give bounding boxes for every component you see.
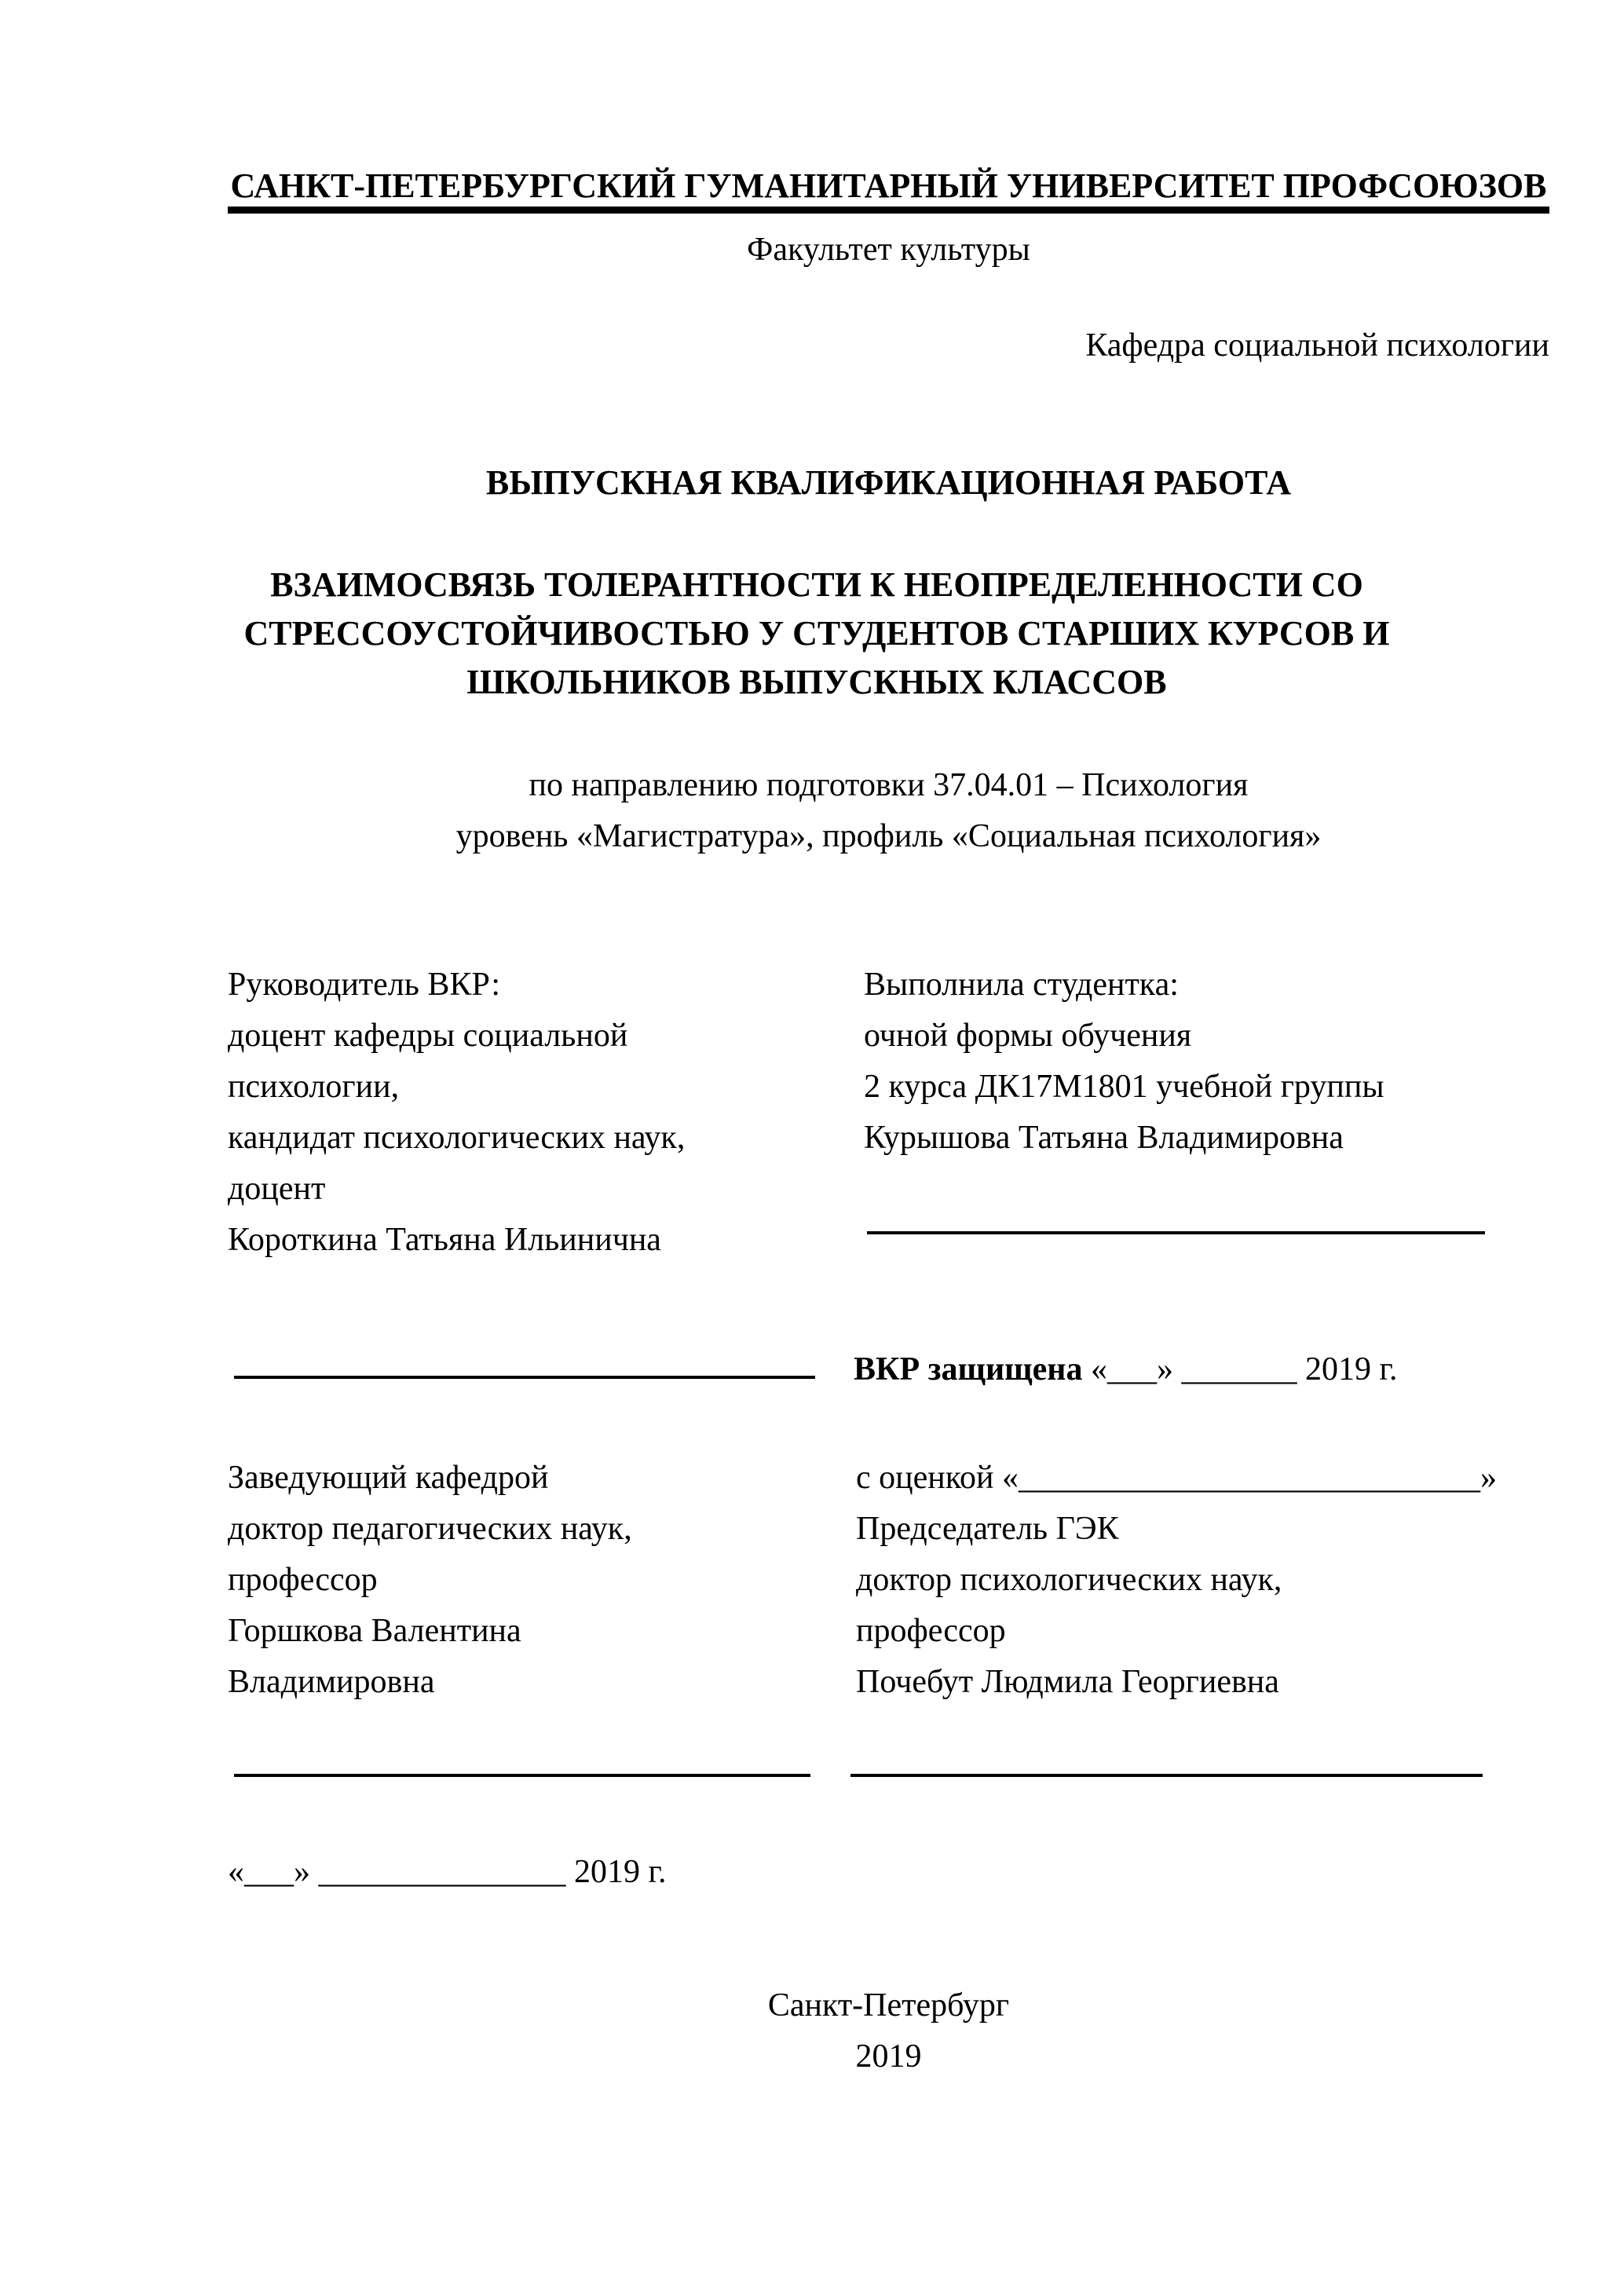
university-name: САНКТ-ПЕТЕРБУРГСКИЙ ГУМАНИТАРНЫЙ УНИВЕРСИТЕТ ПРОФСОЮЗОВ — [230, 166, 1547, 205]
program-line-2: уровень «Магистратура», профиль «Социальная психология» — [455, 818, 1322, 854]
defense-date-blanks: «___» _______ 2019 г. — [1082, 1351, 1398, 1387]
work-title — [149, 561, 1484, 707]
supervisor-signature-line — [234, 1376, 815, 1379]
defense-date-label: ВКР защищена — [854, 1351, 1083, 1387]
supervisor-block — [228, 960, 848, 1266]
committee-chair-rank: профессор — [856, 1613, 1006, 1649]
work-title-line-3: ШКОЛЬНИКОВ ВЫПУСКНЫХ КЛАССОВ — [466, 663, 1167, 701]
work-title-line-1: ВЗАИМОСВЯЗЬ ТОЛЕРАНТНОСТИ К НЕОПРЕДЕЛЕННОСТИ СО — [270, 565, 1363, 604]
head-of-department-block — [228, 1453, 848, 1708]
head-role: Заведующий кафедрой — [228, 1460, 549, 1496]
supervisor-degree: кандидат психологических наук, — [228, 1120, 686, 1156]
student-study-form: очной формы обучения — [864, 1018, 1192, 1054]
head-signature-line — [234, 1774, 810, 1777]
committee-chair-degree: доктор психологических наук, — [856, 1562, 1282, 1598]
head-rank: профессор — [228, 1562, 378, 1598]
student-role-label: Выполнила студентка: — [864, 967, 1179, 1003]
grade-committee-block — [856, 1453, 1571, 1708]
program-info — [228, 760, 1549, 862]
approval-date-line: «___» _______________ 2019 г. — [228, 1854, 667, 1890]
defense-date-line — [854, 1344, 1560, 1395]
head-name-line-2: Владимировна — [228, 1664, 435, 1700]
head-name-line-1: Горшкова Валентина — [228, 1613, 521, 1649]
department-name: Кафедра социальной психологии — [1085, 327, 1549, 364]
student-group: 2 курса ДК17М1801 учебной группы — [864, 1069, 1384, 1105]
faculty-name: Факультет культуры — [747, 232, 1030, 268]
supervisor-position-line-1: доцент кафедры социальной — [228, 1018, 628, 1054]
student-signature-line — [867, 1231, 1485, 1234]
program-line-1: по направлению подготовки 37.04.01 – Психология — [529, 767, 1249, 803]
supervisor-name: Короткина Татьяна Ильинична — [228, 1222, 661, 1258]
header-rule — [228, 207, 1549, 214]
head-degree: доктор педагогических наук, — [228, 1511, 632, 1547]
year: 2019 — [855, 2038, 922, 2075]
committee-signature-line — [850, 1774, 1483, 1777]
supervisor-position-line-2: психологии, — [228, 1069, 400, 1105]
student-name: Курышова Татьяна Владимировна — [864, 1120, 1344, 1156]
supervisor-rank: доцент — [228, 1171, 326, 1207]
committee-chair-label: Председатель ГЭК — [856, 1511, 1119, 1547]
work-type-heading: ВЫПУСКНАЯ КВАЛИФИКАЦИОННАЯ РАБОТА — [485, 463, 1292, 502]
grade-line: с оценкой «____________________________» — [856, 1460, 1497, 1496]
student-block — [864, 960, 1555, 1164]
work-title-line-2: СТРЕССОУСТОЙЧИВОСТЬЮ У СТУДЕНТОВ СТАРШИХ КУРСОВ И — [243, 614, 1390, 653]
city-name: Санкт-Петербург — [767, 1987, 1010, 2024]
supervisor-role-label: Руководитель ВКР: — [228, 967, 501, 1003]
committee-chair-name: Почебут Людмила Георгиевна — [856, 1664, 1279, 1700]
